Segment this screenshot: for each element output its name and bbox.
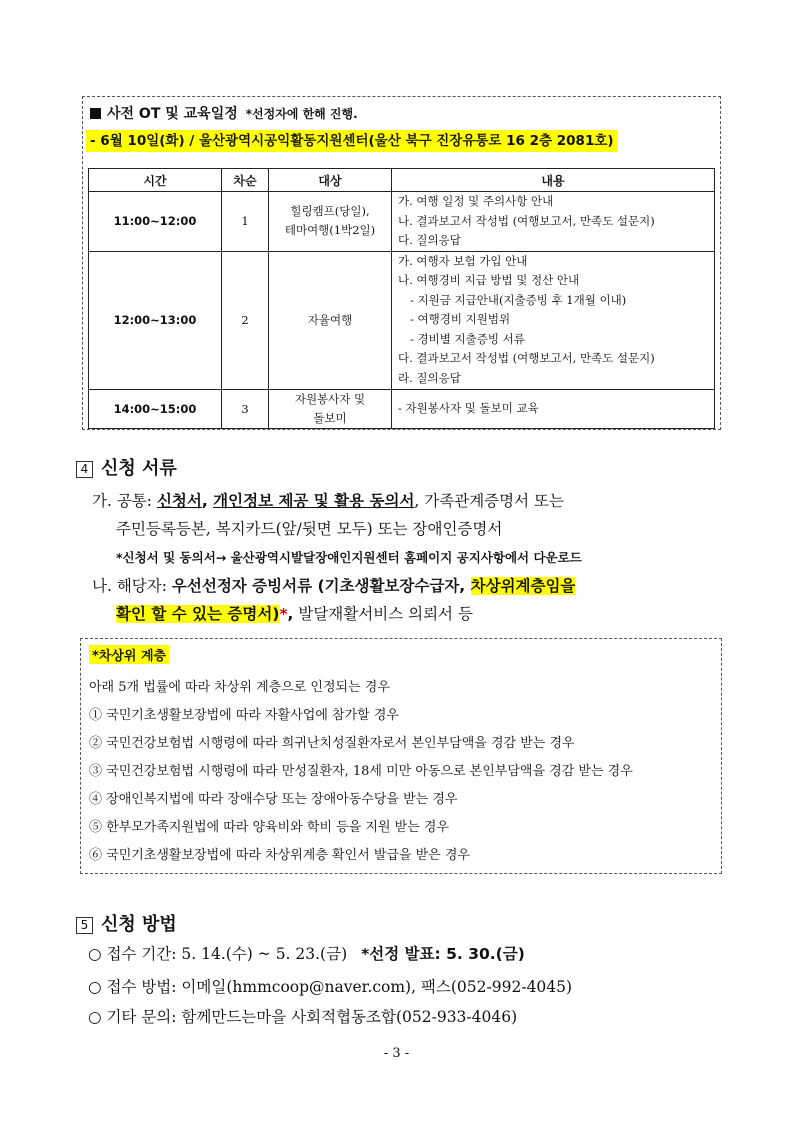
sec5-period-line [88,942,525,964]
content-line: 가. 여행 일정 및 주의사항 안내 [398,194,554,208]
ga-prefix: 가. 공통: [92,492,157,510]
ga-rest: , 가족관계증명서 또는 [414,492,564,510]
ga-form: 신청서 [156,492,202,510]
row-target [269,389,392,428]
page-number: - 3 - [383,1046,410,1061]
sec4-ga-line2: 주민등록등본, 복지카드(앞/뒷면 모두) 또는 장애인증명서 [116,520,503,538]
row-content [392,192,715,252]
na-prefix: 나. 해당자: [92,577,172,595]
content-line: 라. 질의응답 [398,370,461,385]
square-bullet-icon [90,108,101,119]
row-time: 14:00~15:00 [89,389,222,428]
announce-date: *선정 발표: 5. 30.(금) [361,945,525,963]
ot-schedule-table [88,168,715,429]
row-time: 11:00~12:00 [89,192,222,252]
near-poverty-line: ⑥ 국민기초생활보장법에 따라 차상위계층 확인서 발급을 받은 경우 [89,848,470,863]
table-header-row [89,169,715,192]
na-star: * [279,605,288,623]
section-4-heading [76,454,177,480]
ot-date-line: - 6월 10일(화) / 울산광역시공익활동지원센터(울산 북구 진장유통로 16 2층 2081호) [86,130,618,152]
sec5-method-line: ○ 접수 방법: 이메일(hmmcoop@naver.com), 팩스(052-992-4045) [88,978,573,996]
ot-header-note: *선정자에 한해 진행. [245,107,358,121]
na-highlight-2: 확인 할 수 있는 증명서) [116,605,280,623]
target-line: 힐링캠프(당일), [290,204,370,219]
header-target: 대상 [269,169,392,192]
near-poverty-line: ⑤ 한부모가족지원법에 따라 양육비와 학비 등을 지원 받는 경우 [89,820,450,835]
near-poverty-title: *차상위 계층 [89,645,169,664]
row-time: 12:00~13:00 [89,251,222,389]
near-poverty-line: ② 국민건강보험법 시행령에 따라 희귀난치성질환자로서 본인부담액을 경감 받는 경우 [89,736,575,751]
near-poverty-line: ③ 국민건강보험법 시행령에 따라 만성질환자, 18세 미만 아동으로 본인부담액을 경감 받는 경우 [89,764,633,779]
content-line: 나. 결과보고서 작성법 (여행보고서, 만족도 설문지) [398,213,655,228]
content-line: - 자원봉사자 및 돌보미 교육 [398,400,539,415]
section-title: 신청 서류 [101,458,177,479]
ga-sep: , [201,492,214,510]
row-num: 3 [222,389,269,428]
content-line: 나. 여행경비 지급 방법 및 정산 안내 [398,273,580,288]
row-num: 1 [222,192,269,252]
sec4-ga-line [92,489,564,511]
row-target [269,251,392,389]
near-poverty-line: ④ 장애인복지법에 따라 장애수당 또는 장애아동수당을 받는 경우 [89,792,458,807]
near-poverty-line: ① 국민기초생활보장법에 따라 자활사업에 참가할 경우 [89,708,399,723]
ga-consent: 개인정보 제공 및 활용 동의서 [213,492,415,510]
content-line: - 지원금 지급안내(지출증빙 후 1개월 이내) [410,292,627,307]
target-line: 테마여행(1박2일) [284,223,376,238]
content-line: - 경비별 지출증빙 서류 [410,331,525,346]
content-line: - 여행경비 지원범위 [410,312,511,327]
ot-header [90,103,358,123]
near-poverty-line: 아래 5개 법률에 따라 차상위 계층으로 인정되는 경우 [89,680,390,695]
section-title: 신청 방법 [101,914,177,935]
sec4-note: *신청서 및 동의서→ 울산광역시발달장애인지원센터 홈페이지 공지사항에서 다운로드 [116,550,582,565]
na-comma: , [287,605,294,623]
target-line: 돌보미 [313,410,347,425]
sec5-contact-line: ○ 기타 문의: 함께만드는마을 사회적협동조합(052-933-4046) [88,1008,518,1026]
table-row [89,389,715,428]
na-bold: 우선선정자 증빙서류 (기초생활보장수급자, [171,577,471,595]
row-num: 2 [222,251,269,389]
sec4-na-line2 [116,602,473,624]
table-row [89,192,715,252]
header-content: 내용 [392,169,715,192]
table-row [89,251,715,389]
row-content [392,251,715,389]
section-number: 4 [76,461,93,478]
na-highlight-1: 차상위계층임을 [470,577,576,595]
section-number: 5 [76,917,93,934]
ot-header-title: 사전 OT 및 교육일정 [107,106,238,122]
sec4-na-line [92,574,575,596]
target-line: 자원봉사자 및 [294,391,366,406]
near-poverty-box [80,638,722,874]
content-line: 다. 질의응답 [398,233,461,247]
period-text: ○ 접수 기간: 5. 14.(수) ~ 5. 23.(금) [88,945,348,963]
row-target [269,192,392,252]
na-rest: 발달재활서비스 의뢰서 등 [293,605,473,623]
header-time: 시간 [89,169,222,192]
row-content [392,389,715,428]
target-line: 자율여행 [307,312,353,327]
section-5-heading [76,910,177,936]
content-line: 가. 여행자 보험 가입 안내 [398,253,528,268]
content-line: 다. 결과보고서 작성법 (여행보고서, 만족도 설문지) [398,351,655,366]
header-num: 차순 [222,169,269,192]
